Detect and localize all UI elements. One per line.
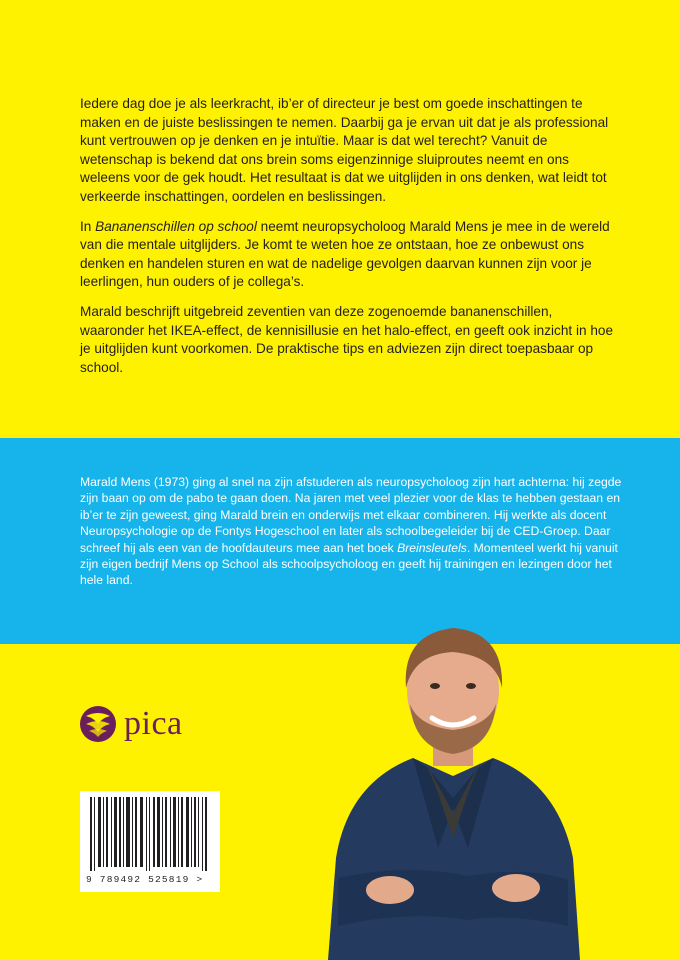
bio-book-title: Breinsleutels (397, 540, 467, 555)
blurb-paragraph-2 (80, 218, 620, 292)
isbn-barcode (80, 791, 220, 892)
author-bio (80, 474, 628, 589)
author-photo (318, 608, 588, 960)
blurb-paragraph-3: Marald beschrijft uitgebreid zeventien van deze zogenoemde bananenschillen, waaronder het IKEA-effect, de kennisillusie en het halo-effect, en geeft ook inzicht in hoe je uitglijden kunt voorkomen. De praktische tips en adviezen zijn direct toepasbaar op school. (80, 303, 614, 375)
blurb-paragraph-1: Iedere dag doe je als leerkracht, ib’er of directeur je best om goede inschattingen te maken en de juiste beslissingen te nemen. Daarbij ga je ervan uit dat je als professional kunt vertrouwen op je denken en je intuïtie. Maar is dat wel terecht? Vanuit de wetenschap is bekend dat ons brein soms eigenzinnige sluiproutes neemt en ons weleens voor de gek houdt. Het resultaat is dat we uitglijden in ons denken, wat leidt tot verkeerde inschattingen, oordelen en beslissingen. (80, 96, 609, 204)
bio-text-before: Marald Mens (1973) ging al snel na zijn afstuderen als neuropsycholoog zijn hart achterna: hij zegde zijn baan op om de pabo te gaan doen. Na jaren met veel plezier voor de klas te hebben gestaan en ib’er te zijn geweest, ging Marald brein en onderwijs met elkaar combineren. Hij werkte als docent Neuropsychologie op de Fontys Hogeschool en later als schoolbegeleider bij de CED-Groep. Daar schreef hij als een van de hoofdauteurs mee aan het boek (80, 475, 622, 555)
blurb-p2-prefix: In (80, 218, 96, 234)
book-blurb (80, 95, 620, 388)
blurb-p2-rest: neemt neuropsycholoog Marald Mens je mee in de wereld van die mentale uitglijders. Je komt te weten hoe ze ontstaan, hoe ze onbewust ons denken en handelen sturen en wat de nadelige gevolgen daarvan kunnen zijn voor je leerlingen, hun ouders of je collega’s. (80, 218, 610, 290)
pica-logo-icon (78, 704, 118, 744)
book-title: Bananenschillen op school (95, 218, 257, 234)
publisher-name: pica (124, 705, 183, 742)
barcode-digits: 9 789492 525819 > (86, 874, 204, 885)
author-bio-text (80, 474, 628, 589)
bio-text-after: . Momenteel werkt hij vanuit zijn eigen bedrijf Mens op School als schoolpsycholoog en geeft hij trainingen en lezingen door het hele land. (80, 540, 618, 588)
publisher-logo (78, 704, 218, 744)
barcode-bars (80, 791, 220, 875)
